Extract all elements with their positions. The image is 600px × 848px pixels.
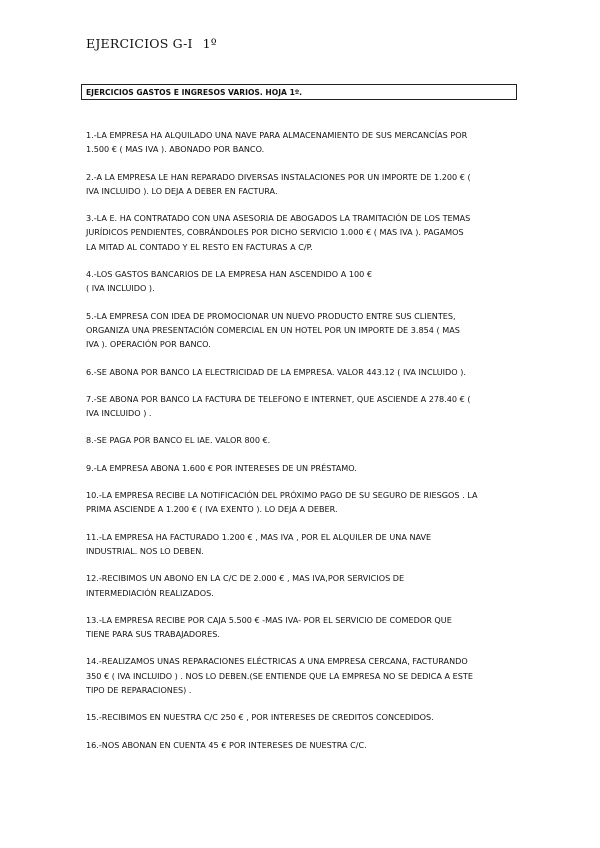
exercise-item: 8.-SE PAGA POR BANCO EL IAE. VALOR 800 €.: [86, 435, 271, 446]
exercise-item: 13.-LA EMPRESA RECIBE POR CAJA 5.500 € -MAS IVA- POR EL SERVICIO DE COMEDOR QUE TIENE PARA SUS TRABAJADORES.: [86, 614, 452, 640]
exercise-item: 2.-A LA EMPRESA LE HAN REPARADO DIVERSAS INSTALACIONES POR UN IMPORTE DE 1.200 € ( IVA INCLUIDO ). LO DEJA A DEBER EN FACTURA.: [86, 171, 471, 196]
exercise-item: 3.-LA E. HA CONTRATADO CON UNA ASESORIA DE ABOGADOS LA TRAMITACIÓN DE LOS TEMAS JURÍDICOS PENDIENTES, COBRÁNDOLES POR DICHO SERVICIO 1.000 € ( MAS IVA ). PAGAMOS LA MITAD AL CONTADO Y EL RESTO EN FACTURAS A C/P.: [86, 213, 471, 252]
exercise-item: 1.-LA EMPRESA HA ALQUILADO UNA NAVE PARA ALMACENAMIENTO DE SUS MERCANCÍAS POR 1.500 € ( MAS IVA ). ABONADO POR BANCO.: [86, 130, 468, 155]
exercise-item: 7.-SE ABONA POR BANCO LA FACTURA DE TELEFONO E INTERNET, QUE ASCIENDE A 278.40 € ( IVA INCLUIDO ) .: [86, 393, 471, 419]
section-title-box: EJERCICIOS GASTOS E INGRESOS VARIOS. HOJA 1º.: [81, 84, 517, 100]
header-number: 1º: [202, 36, 217, 51]
exercise-item: 15.-RECIBIMOS EN NUESTRA C/C 250 € , POR INTERESES DE CREDITOS CONCEDIDOS.: [86, 712, 434, 723]
exercise-item: 12.-RECIBIMOS UN ABONO EN LA C/C DE 2.000 € , MAS IVA,POR SERVICIOS DE INTERMEDIACIÓN REALIZADOS.: [86, 573, 405, 598]
exercise-item: 9.-LA EMPRESA ABONA 1.600 € POR INTERESES DE UN PRÉSTAMO.: [86, 462, 357, 473]
exercise-item: 5.-LA EMPRESA CON IDEA DE PROMOCIONAR UN NUEVO PRODUCTO ENTRE SUS CLIENTES, ORGANIZA UNA PRESENTACIÓN COMERCIAL EN UN HOTEL POR UN IMPORTE DE 3.854 ( MAS IVA ). OPERACIÓN POR BANCO.: [86, 310, 460, 350]
document-header: [86, 36, 217, 51]
exercise-list: [86, 128, 522, 752]
exercise-item: 6.-SE ABONA POR BANCO LA ELECTRICIDAD DE LA EMPRESA. VALOR 443.12 ( IVA INCLUIDO ).: [86, 366, 466, 377]
exercise-item: 14.-REALIZAMOS UNAS REPARACIONES ELÉCTRICAS A UNA EMPRESA CERCANA, FACTURANDO 350 € ( IVA INCLUIDO ) . NOS LO DEBEN.(SE ENTIENDE QUE LA EMPRESA NO SE DEDICA A ESTE TIPO DE REPARACIONES) .: [86, 656, 473, 696]
header-title: EJERCICIOS G-I: [86, 36, 193, 51]
exercise-item: 16.-NOS ABONAN EN CUENTA 45 € POR INTERESES DE NUESTRA C/C.: [86, 739, 367, 750]
exercise-item: 4.-LOS GASTOS BANCARIOS DE LA EMPRESA HAN ASCENDIDO A 100 € ( IVA INCLUIDO ).: [86, 269, 372, 294]
exercise-item: 10.-LA EMPRESA RECIBE LA NOTIFICACIÓN DEL PRÓXIMO PAGO DE SU SEGURO DE RIESGOS . LA PRIMA ASCIENDE A 1.200 € ( IVA EXENTO ). LO DEJA A DEBER.: [86, 490, 478, 515]
exercise-item: 11.-LA EMPRESA HA FACTURADO 1.200 € , MAS IVA , POR EL ALQUILER DE UNA NAVE INDUSTRIAL. NOS LO DEBEN.: [86, 531, 432, 556]
